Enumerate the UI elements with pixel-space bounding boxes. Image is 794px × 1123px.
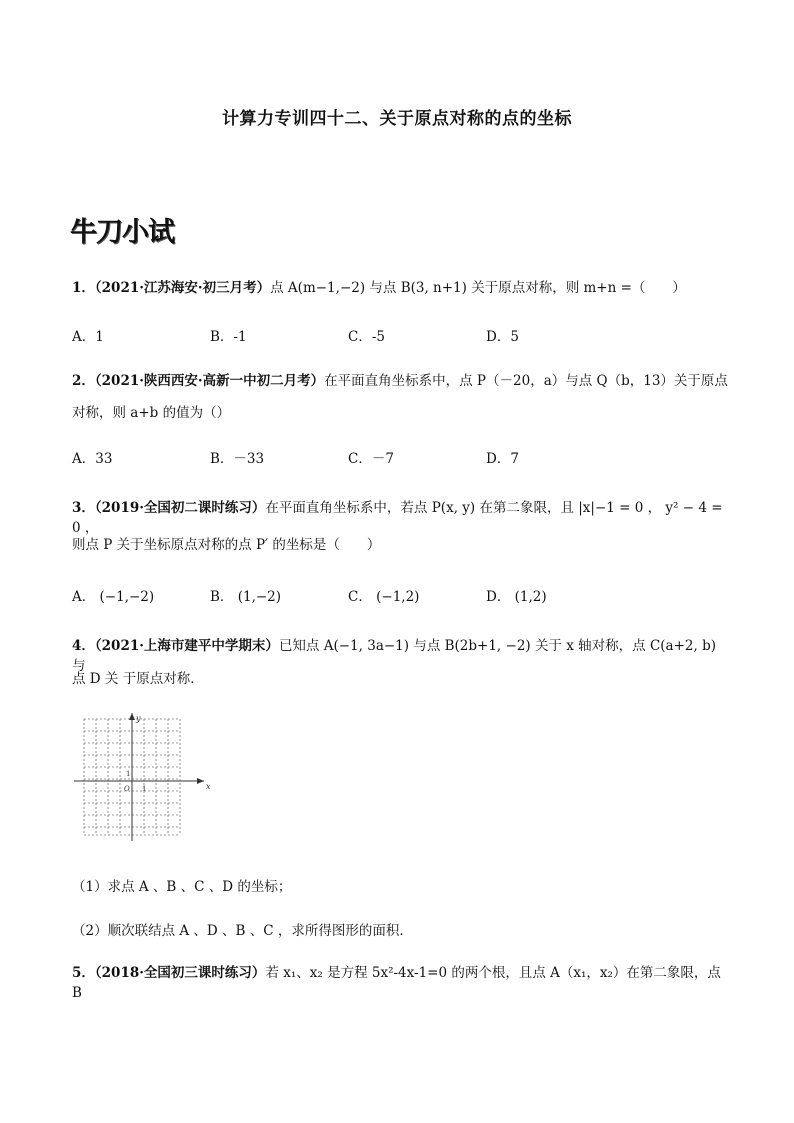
question-source: （2021·江苏海安·初三月考） [94, 280, 271, 296]
y-tick-label: 1 [126, 770, 131, 778]
question-4-sub1: （1）求点 A 、B 、C 、D 的坐标； [72, 879, 292, 895]
option-d: D．5 [486, 329, 519, 345]
option-c: C．-5 [348, 329, 385, 345]
question-text: 已知点 A(−1, 3a−1) 与点 B(2b+1, −2) 关于 x 轴对称，点 C(a+2, b) 与 [72, 638, 716, 674]
question-3-line2: 则点 P 关于坐标原点对称的点 P′ 的坐标是（ ） [72, 537, 381, 553]
question-text: 在平面直角坐标系中，若点 P(x, y) 在第二象限，且 |x|−1 = 0 ， y² − 4 = 0 ， [72, 500, 723, 536]
coordinate-grid-figure [72, 713, 212, 847]
question-2 [72, 371, 732, 391]
question-1 [72, 278, 732, 298]
question-number: 3． [72, 500, 95, 516]
question-4-sub2: （2）顺次联结点 A 、D 、B 、C ，求所得图形的面积． [72, 923, 413, 939]
option-b: B．-1 [210, 329, 247, 345]
question-3-options [72, 585, 732, 605]
option-a: A．1 [72, 329, 104, 345]
x-axis-label: x [206, 782, 211, 791]
section-heading: 牛刀小试 [70, 217, 174, 248]
question-3 [72, 498, 732, 538]
option-d: D．7 [486, 451, 519, 467]
question-1-options [72, 325, 732, 345]
x-tick-label: 1 [142, 785, 147, 793]
question-source: （2021·上海市建平中学期末） [94, 638, 279, 654]
question-number: 4． [72, 638, 95, 654]
question-2-options [72, 447, 732, 467]
question-text: 点 A(m−1,−2) 与点 B(3, n+1) 关于原点对称，则 m+n =（ ） [270, 280, 686, 296]
question-5 [72, 963, 732, 1003]
y-axis-label: y [136, 714, 141, 723]
page-title: 计算力专训四十二、关于原点对称的点的坐标 [222, 109, 572, 129]
question-number: 2． [72, 373, 95, 389]
question-number: 1． [72, 280, 95, 296]
option-a: A．33 [72, 451, 113, 467]
question-source: （2021·陕西西安·高新一中初二月考） [94, 373, 325, 389]
question-source: （2018·全国初三课时练习） [94, 965, 266, 981]
question-4-line2: 点 D 关 于原点对称． [72, 671, 204, 687]
option-b: B． (1,−2) [210, 589, 282, 605]
coordinate-grid [72, 713, 212, 843]
question-number: 5． [72, 965, 95, 981]
question-source: （2019·全国初二课时练习） [94, 500, 266, 516]
option-a: A． (−1,−2) [72, 589, 155, 605]
question-text: 在平面直角坐标系中，点 P（－20，a）与点 Q（b，13）关于原点 [324, 373, 728, 389]
option-b: B．－33 [210, 451, 265, 467]
option-d: D． (1,2) [486, 589, 547, 605]
option-c: C． (−1,2) [348, 589, 420, 605]
question-text: 若 x₁、x₂ 是方程 5x²-4x-1=0 的两个根，且点 A（x₁，x₂）在第二象限，点 B [72, 965, 721, 1001]
option-c: C．－7 [348, 451, 394, 467]
question-2-line2: 对称，则 a+b 的值为（） [72, 405, 231, 421]
origin-label: O [124, 785, 130, 793]
